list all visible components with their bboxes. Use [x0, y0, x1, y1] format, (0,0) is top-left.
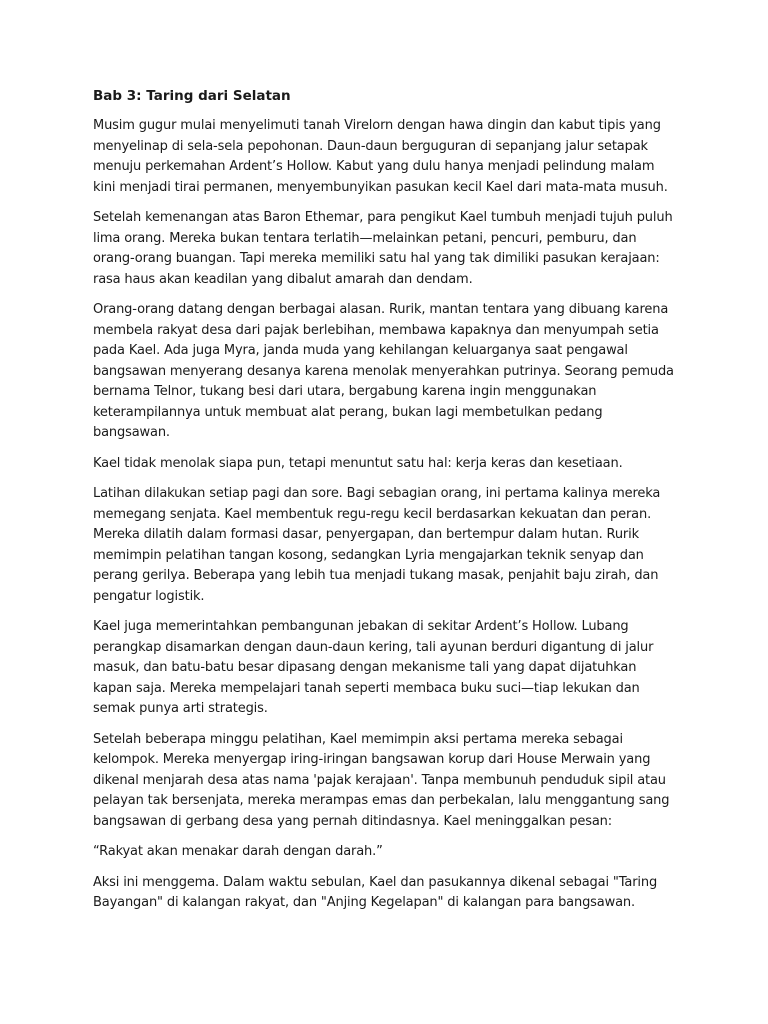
paragraph: Kael tidak menolak siapa pun, tetapi menuntut satu hal: kerja keras dan kesetiaan.: [93, 455, 623, 471]
paragraph: Musim gugur mulai menyelimuti tanah Virelorn dengan hawa dingin dan kabut tipis yang menyelinap di sela-sela pepohonan. Daun-daun berguguran di sepanjang jalur setapak menuju perkemahan Ardent’s Hollow. Kabut yang dulu hanya menjadi pelindung malam kini menjadi tirai permanen, menyembunyikan pasukan kecil Kael dari mata-mata musuh.: [93, 118, 668, 195]
document-body: [93, 86, 679, 924]
paragraph: Setelah kemenangan atas Baron Ethemar, para pengikut Kael tumbuh menjadi tujuh puluh lima orang. Mereka bukan tentara terlatih—melainkan petani, pencuri, pemburu, dan orang-orang buangan. Tapi mereka memiliki satu hal yang tak dimiliki pasukan kerajaan: rasa haus akan keadilan yang dibalut amarah dan dendam.: [93, 210, 673, 287]
paragraph: Aksi ini menggema. Dalam waktu sebulan, Kael dan pasukannya dikenal sebagai "Taring Bayangan" di kalangan rakyat, dan "Anjing Kegelapan" di kalangan para bangsawan.: [93, 874, 658, 910]
quote-paragraph: “Rakyat akan menakar darah dengan darah.”: [93, 844, 383, 859]
paragraph: Setelah beberapa minggu pelatihan, Kael memimpin aksi pertama mereka sebagai kelompok. Mereka menyergap iring-iringan bangsawan korup dari House Merwain yang dikenal menjarah desa atas nama 'pajak kerajaan'. Tanpa membunuh penduduk sipil atau pelayan tak bersenjata, mereka merampas emas dan perbekalan, lalu menggantung sang bangsawan di gerbang desa yang pernah ditindasnya. Kael meninggalkan pesan:: [93, 731, 670, 829]
chapter-title: Bab 3: Taring dari Selatan: [93, 88, 291, 104]
paragraph: Orang-orang datang dengan berbagai alasan. Rurik, mantan tentara yang dibuang karena membela rakyat desa dari pajak berlebihan, membawa kapaknya dan menyumpah setia pada Kael. Ada juga Myra, janda muda yang kehilangan keluarganya saat pengawal bangsawan menyerang desanya karena menolak menyerahkan putrinya. Seorang pemuda bernama Telnor, tukang besi dari utara, bergabung karena ingin menggunakan keterampilannya untuk membuat alat perang, bukan lagi membetulkan pedang bangsawan.: [93, 302, 674, 440]
paragraph: Latihan dilakukan setiap pagi dan sore. Bagi sebagian orang, ini pertama kalinya mereka memegang senjata. Kael membentuk regu-regu kecil berdasarkan kekuatan dan peran. Mereka dilatih dalam formasi dasar, penyergapan, dan bertempur dalam hutan. Rurik memimpin pelatihan tangan kosong, sedangkan Lyria mengajarkan teknik senyap dan perang gerilya. Beberapa yang lebih tua menjadi tukang masak, penjahit baju zirah, dan pengatur logistik.: [93, 486, 661, 604]
paragraph: Kael juga memerintahkan pembangunan jebakan di sekitar Ardent’s Hollow. Lubang perangkap disamarkan dengan daun-daun kering, tali ayunan berduri digantung di jalur masuk, dan batu-batu besar dipasang dengan mekanisme tali yang dapat dijatuhkan kapan saja. Mereka mempelajari tanah seperti membaca buku suci—tiap lekukan dan semak punya arti strategis.: [93, 619, 654, 716]
